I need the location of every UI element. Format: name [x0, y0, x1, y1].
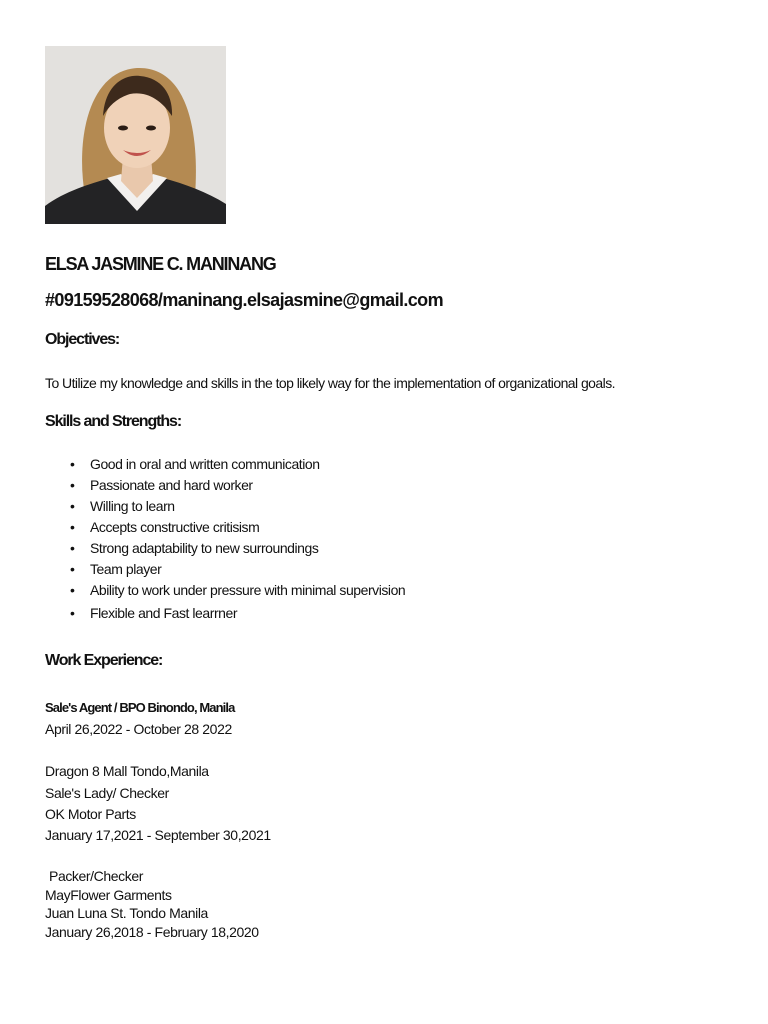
job3-role: Packer/Checker	[49, 868, 143, 884]
candidate-name: ELSA JASMINE C. MANINANG	[45, 254, 276, 274]
job3-location: Juan Luna St. Tondo Manila	[45, 905, 208, 921]
job3-company: MayFlower Garments	[45, 887, 172, 903]
job2-company: OK Motor Parts	[45, 806, 136, 822]
skills-list	[70, 455, 405, 627]
skill-item: • Willing to learn	[70, 497, 405, 518]
job2-role: Sale's Lady/ Checker	[45, 785, 169, 801]
objectives-heading: Objectives:	[45, 331, 120, 348]
skill-item: • Team player	[70, 560, 405, 581]
skill-item: • Flexible and Fast learrner	[70, 604, 405, 627]
objective-text: To Utilize my knowledge and skills in the top likely way for the implementation of organizational goals.	[45, 375, 616, 391]
skill-item: • Accepts constructive critisism	[70, 518, 405, 539]
skill-item: • Passionate and hard worker	[70, 476, 405, 497]
work-experience-heading: Work Experience:	[45, 652, 163, 669]
job2-dates: January 17,2021 - September 30,2021	[45, 827, 271, 843]
skill-item: • Good in oral and written communication	[70, 455, 405, 476]
profile-photo-image	[45, 46, 226, 224]
skills-heading: Skills and Strengths:	[45, 413, 182, 430]
job1-dates: April 26,2022 - October 28 2022	[45, 721, 232, 737]
contact-info: #09159528068/maninang.elsajasmine@gmail.com	[45, 290, 443, 310]
skill-item: • Ability to work under pressure with minimal supervision	[70, 581, 405, 604]
job2-location: Dragon 8 Mall Tondo,Manila	[45, 763, 209, 779]
job3-dates: January 26,2018 - February 18,2020	[45, 924, 259, 940]
skill-item: • Strong adaptability to new surroundings	[70, 539, 405, 560]
profile-photo	[45, 46, 226, 224]
job1-title: Sale's Agent / BPO Binondo, Manila	[45, 700, 235, 715]
